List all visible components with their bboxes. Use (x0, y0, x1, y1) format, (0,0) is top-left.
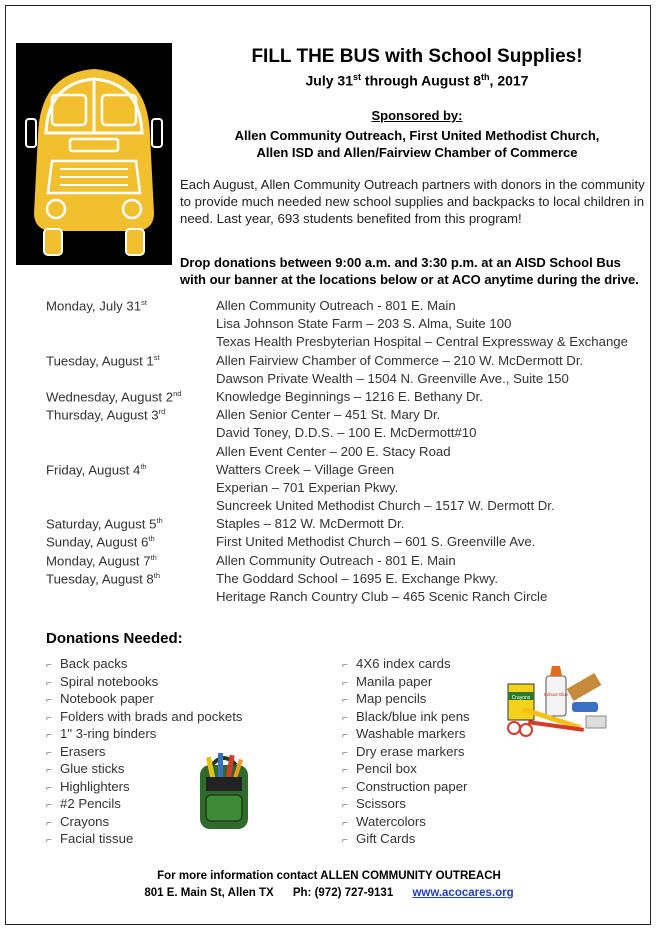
backpack-icon (192, 749, 256, 833)
donation-item (46, 709, 243, 727)
bullet-icon: ⌐ (46, 712, 52, 724)
schedule-row (46, 534, 646, 552)
donation-item-label: Black/blue ink pens (356, 708, 470, 724)
schedule-day (46, 534, 155, 549)
donation-item (342, 779, 470, 797)
donation-item (342, 726, 470, 744)
donation-item (342, 674, 470, 692)
bullet-icon: ⌐ (342, 835, 348, 846)
schedule-day (46, 462, 147, 477)
donation-item-label: Washable markers (356, 726, 466, 741)
schedule-day-text: Sunday, August 6 (46, 534, 149, 550)
dates-end-suffix: th (481, 72, 490, 82)
donation-item-label: Folders with brads and pockets (60, 708, 243, 724)
bullet-icon: ⌐ (46, 677, 52, 689)
donation-item-label: Watercolors (356, 813, 426, 829)
schedule-day-text: Tuesday, August 1 (46, 352, 154, 368)
bullet-icon: ⌐ (342, 660, 348, 671)
donation-item-label: 1" 3-ring binders (60, 726, 157, 741)
schedule-location: Watters Creek – Village Green (216, 461, 395, 477)
sponsors-line: Allen Community Outreach, First United Methodist Church, (234, 128, 600, 143)
donation-item-label: Highlighters (60, 778, 130, 794)
donation-item-label: Glue sticks (60, 761, 125, 776)
bullet-icon: ⌐ (342, 695, 348, 706)
schedule-location: Allen Senior Center – 451 St. Mary Dr. (216, 407, 441, 423)
footer-line: For more information contact ALLEN COMMUNITY OUTREACH (157, 870, 501, 882)
dates-year: , 2017 (489, 72, 529, 89)
schedule-row (46, 444, 646, 462)
school-bus-illustration (16, 43, 172, 265)
footer-address: 801 E. Main St, Allen TX (144, 887, 274, 899)
sponsors-list (192, 127, 642, 161)
schedule-row (46, 571, 646, 589)
schedule-day-suffix: th (156, 516, 163, 526)
schedule-location: David Toney, D.D.S. – 100 E. McDermott#10 (216, 425, 477, 441)
donation-item (342, 709, 470, 727)
donation-item-label: Back packs (60, 656, 128, 671)
schedule-day-suffix: st (141, 298, 147, 307)
bullet-icon: ⌐ (46, 730, 52, 741)
schedule-location: Texas Health Presbyterian Hospital – Central Expressway & Exchange (216, 334, 628, 350)
bullet-icon: ⌐ (342, 747, 348, 759)
schedule-row (46, 353, 646, 371)
schedule-day-suffix: th (140, 461, 147, 471)
schedule-row (46, 298, 646, 316)
location-schedule (46, 298, 646, 607)
schedule-location: Dawson Private Wealth – 1504 N. Greenville Ave., Suite 150 (216, 370, 569, 386)
donation-item (342, 814, 470, 832)
schedule-location: Allen Community Outreach - 801 E. Main (216, 552, 456, 568)
bullet-icon: ⌐ (342, 765, 348, 776)
schedule-day-suffix: st (153, 352, 160, 362)
schedule-location: Suncreek United Methodist Church – 1517 W. Dermott Dr. (216, 498, 555, 514)
schedule-row (46, 389, 646, 407)
schedule-day (46, 298, 147, 313)
footer-phone: Ph: (972) 727-9131 (292, 887, 394, 899)
schedule-day-text: Monday, August 7 (46, 553, 151, 569)
schedule-row (46, 371, 646, 389)
bullet-icon: ⌐ (46, 835, 52, 846)
bullet-icon: ⌐ (342, 712, 348, 724)
donation-item-label: Manila paper (356, 673, 433, 689)
glue-bottle-label: School Glue (543, 692, 569, 697)
schedule-day-text: Saturday, August 5 (46, 516, 157, 532)
donation-item-label: Pencil box (356, 761, 417, 776)
schedule-row (46, 316, 646, 334)
schedule-day (46, 389, 181, 404)
bullet-icon: ⌐ (342, 677, 348, 689)
bullet-icon: ⌐ (46, 782, 52, 794)
schedule-day-suffix: rd (158, 407, 166, 417)
intro-paragraph: Each August, Allen Community Outreach partners with donors in the community to provide much needed new school supplies and backpacks to local children in need. Last year, 693 students benefited from this program! (180, 177, 645, 226)
school-supplies-icon (502, 662, 614, 738)
schedule-location: Staples – 812 W. McDermott Dr. (216, 516, 405, 532)
schedule-location: Allen Event Center – 200 E. Stacy Road (216, 443, 451, 459)
schedule-day-text: Monday, July 31 (46, 298, 142, 314)
bullet-icon: ⌐ (46, 747, 52, 759)
donation-item (46, 691, 243, 709)
schedule-location: Allen Fairview Chamber of Commerce – 210 W. McDermott Dr. (216, 352, 584, 368)
drive-dates (192, 72, 642, 89)
schedule-location: Experian – 701 Experian Pkwy. (216, 479, 399, 495)
donation-item-label: #2 Pencils (60, 796, 121, 811)
donation-item-label: Dry erase markers (356, 743, 465, 759)
footer-contact (6, 868, 651, 902)
sponsored-label: Sponsored by: (371, 108, 463, 123)
schedule-day-text: Friday, August 4 (46, 462, 141, 478)
schedule-day (46, 407, 165, 422)
schedule-day (46, 353, 160, 368)
flyer-title: FILL THE BUS with School Supplies! (251, 46, 583, 67)
donation-item-label: Notebook paper (60, 691, 154, 706)
donation-item (46, 831, 243, 849)
bullet-icon: ⌐ (342, 730, 348, 741)
schedule-day (46, 571, 160, 586)
schedule-row (46, 334, 646, 352)
donation-item-label: Spiral notebooks (60, 673, 159, 689)
donation-item (342, 796, 470, 814)
schedule-day (46, 553, 157, 568)
schedule-row (46, 462, 646, 480)
bullet-icon: ⌐ (46, 817, 52, 829)
schedule-location: The Goddard School – 1695 E. Exchange Pkwy. (216, 570, 498, 586)
donation-item (46, 674, 243, 692)
schedule-row (46, 498, 646, 516)
schedule-location: Lisa Johnson State Farm – 203 S. Alma, Suite 100 (216, 316, 512, 332)
donation-item-label: Facial tissue (60, 831, 134, 846)
bullet-icon: ⌐ (46, 800, 52, 811)
bullet-icon: ⌐ (342, 782, 348, 794)
schedule-location: First United Methodist Church – 601 S. Greenville Ave. (216, 534, 536, 550)
schedule-row (46, 407, 646, 425)
dropoff-instructions: Drop donations between 9:00 a.m. and 3:30 p.m. at an AISD School Bus with our banner at the locations below or at ACO anytime during the drive. (180, 255, 639, 287)
schedule-row (46, 589, 646, 607)
bullet-icon: ⌐ (46, 695, 52, 706)
donation-item (342, 831, 470, 849)
donation-item-label: Erasers (60, 743, 106, 759)
bullet-icon: ⌐ (46, 765, 52, 776)
donation-item (342, 691, 470, 709)
schedule-day-suffix: th (153, 570, 161, 580)
donation-item-label: Crayons (60, 813, 110, 829)
schedule-location: Knowledge Beginnings – 1216 E. Bethany Dr. (216, 388, 483, 404)
schedule-day (46, 516, 163, 531)
donations-list-right (342, 656, 470, 849)
schedule-day-text: Thursday, August 3 (46, 407, 159, 423)
footer-details (6, 885, 651, 902)
crayons-box-label: Crayons (511, 695, 531, 701)
school-bus-icon (16, 43, 172, 265)
dates-start-suffix: st (353, 72, 362, 82)
bullet-icon: ⌐ (46, 660, 52, 671)
donation-item-label: Construction paper (356, 778, 468, 794)
donation-item-label: Scissors (356, 796, 406, 811)
dates-end: through August 8 (361, 72, 482, 89)
donation-item (46, 726, 243, 744)
schedule-day-text: Tuesday, August 8 (46, 571, 154, 587)
schedule-day-suffix: th (148, 534, 155, 544)
flyer-page (5, 5, 651, 925)
schedule-row (46, 516, 646, 534)
donation-item-label: 4X6 index cards (356, 656, 451, 671)
donation-item (342, 744, 470, 762)
schedule-row (46, 553, 646, 571)
donation-item-label: Map pencils (356, 691, 427, 706)
schedule-row (46, 480, 646, 498)
schedule-day-suffix: th (150, 552, 157, 562)
sponsors-line: Allen ISD and Allen/Fairview Chamber of Commerce (256, 145, 578, 160)
donation-item (342, 761, 470, 779)
dates-start: July 31 (305, 72, 353, 89)
website-link[interactable]: www.acocares.org (412, 887, 514, 899)
donations-title: Donations Needed: (46, 630, 183, 647)
donation-item (342, 656, 470, 674)
donation-item-label: Gift Cards (356, 831, 416, 846)
bullet-icon: ⌐ (342, 817, 348, 829)
schedule-location: Heritage Ranch Country Club – 465 Scenic Ranch Circle (216, 589, 548, 604)
schedule-day-suffix: nd (173, 388, 182, 398)
schedule-day-text: Wednesday, August 2 (46, 389, 174, 405)
donation-item (46, 656, 243, 674)
bullet-icon: ⌐ (342, 800, 348, 811)
schedule-row (46, 425, 646, 443)
schedule-location: Allen Community Outreach - 801 E. Main (216, 298, 456, 313)
